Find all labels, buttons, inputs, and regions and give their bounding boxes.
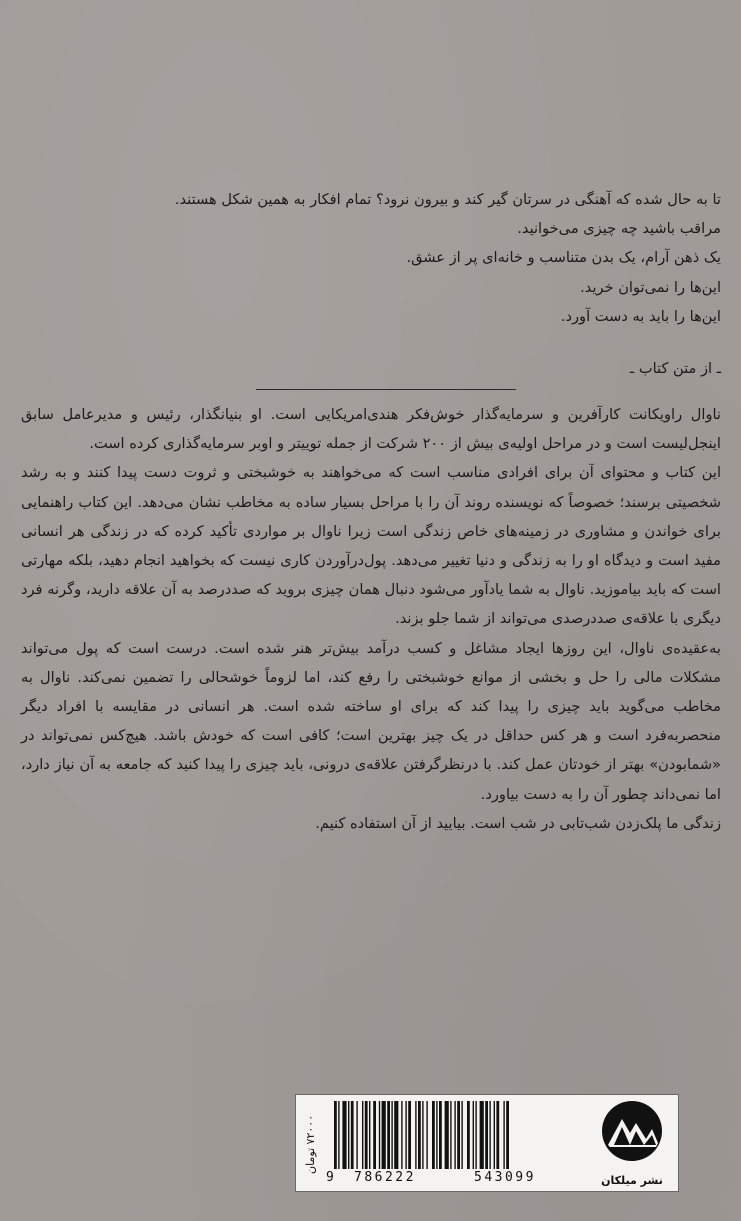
- about-block: [21, 400, 721, 838]
- quote-source: ـ از متن کتاب ـ: [629, 360, 721, 377]
- price-label: ۷۲۰۰۰ تومان: [304, 1114, 317, 1174]
- isbn-digit-group: 9: [326, 1170, 334, 1185]
- quote-line: این‌ها را باید به دست آورد.: [560, 307, 721, 325]
- quote-line: مراقب باشید چه چیزی می‌خوانید.: [517, 220, 721, 238]
- isbn-digit-group: 543099: [474, 1170, 536, 1185]
- quote-line: این‌ها را نمی‌توان خرید.: [580, 278, 721, 296]
- barcode-bars: [324, 1101, 586, 1169]
- publisher-name: نشر میلکان: [601, 1174, 663, 1187]
- about-paragraph: این کتاب و محتوای آن برای افرادی مناسب است که می‌خواهند به خوشبختی و ثروت دست پیدا کنند و به رشد شخصیتی برسند؛ خصوصاً که نویسنده روند آن را با مراحل بسیار ساده به مخاطب نشان می‌دهد. این کتاب راهنمایی برای خواندن و مشاوری در زمینه‌های خاص زندگی است زیرا ناوال بر مواردی تأکید کرده که در زندگی هر انسانی مفید است و دیدگاه او را به زندگی و دنیا تغییر می‌دهد. پول‌درآوردن کاری نیست که بخواهید انجام دهید، بلکه مهارتی است که باید بیاموزید. ناوال به شما یادآور می‌شود دنبال همان چیزی بروید که صددرصد به آن علاقه دارید، وگرنه فرد دیگری با علاقه‌ی صددرصدی می‌تواند از شما جلو بزند.: [21, 464, 721, 628]
- mountain-circle-icon: [600, 1099, 664, 1163]
- isbn-barcode: [324, 1101, 586, 1187]
- isbn-digit-group: 786222: [354, 1170, 416, 1185]
- quote-block: [21, 185, 721, 331]
- barcode-graphic: [324, 1101, 586, 1169]
- about-paragraph: زندگی ما پلک‌زدن شب‌تابی در شب است. بیایید از آن استفاده کنیم.: [315, 814, 721, 832]
- about-paragraph: ناوال راویکانت کارآفرین و سرمایه‌گذار خوش‌فکر هندی‌امریکایی است. او بنیانگذار، رئیس و مدیرعامل سابق اینجل‌لیست است و در مراحل اولیه‌ی بیش از ۲۰۰ شرکت از جمله توییتر و اوبر سرمایه‌گذاری کرده است.: [21, 406, 721, 453]
- quote-line: یک ذهن آرام، یک بدن متناسب و خانه‌ای پر از عشق.: [406, 249, 721, 267]
- about-paragraph: به‌عقیده‌ی ناوال، این روزها ایجاد مشاغل و کسب درآمد بیش‌تر هنر شده است. درست است که پول می‌تواند مشکلات مالی را حل و بخشی از موانع خوشبختی را رفع کند، اما لزوماً خوشحالی را تضمین نمی‌کند. ناوال به مخاطب می‌گوید باید چیزی را پیدا کند که برای او ساخته شده است. هر انسانی در مقایسه با افراد دیگر منحصربه‌فرد است و هر کس حداقل در یک چیز بهترین است؛ کافی است که خودش باشد. هیچ‌کس نمی‌تواند در «شمابودن» بهتر از خودتان عمل کند. با درنظرگرفتن علاقه‌ی درونی، باید چیزی را پیدا کنید که جامعه به آن نیاز دارد، اما نمی‌داند چطور آن را به دست بیاورد.: [21, 639, 721, 803]
- divider-line: [256, 389, 516, 390]
- quote-line: تا به حال شده که آهنگی در سرتان گیر کند و بیرون نرود؟ تمام افکار به همین شکل هستند.: [174, 191, 721, 208]
- publisher-logo: [592, 1099, 672, 1189]
- barcode-panel: [295, 1094, 679, 1192]
- isbn-digits: [324, 1169, 586, 1187]
